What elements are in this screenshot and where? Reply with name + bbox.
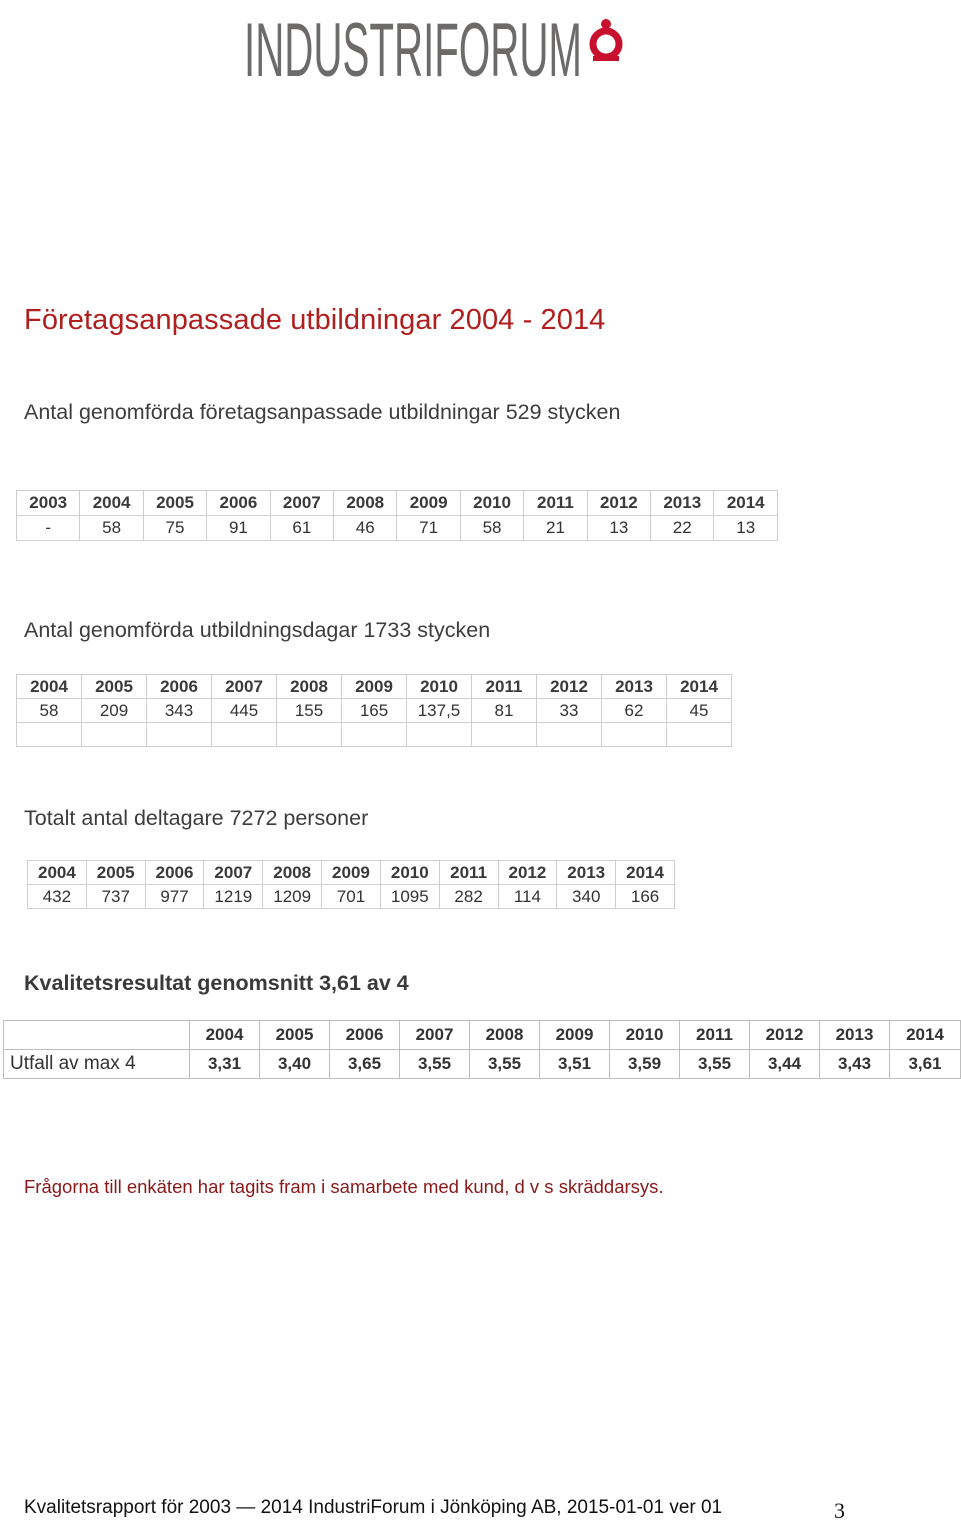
year-cell: 2006 (330, 1021, 400, 1050)
year-cell: 2011 (680, 1021, 750, 1050)
blank-cell (4, 1021, 190, 1050)
year-cell: 2010 (610, 1021, 680, 1050)
table-row (28, 885, 675, 909)
year-cell: 2010 (407, 675, 472, 699)
value-cell: 209 (82, 699, 147, 723)
year-cell: 2011 (472, 675, 537, 699)
value-cell: 3,55 (470, 1050, 540, 1079)
table-row (17, 516, 778, 541)
value-cell: 445 (212, 699, 277, 723)
value-cell: 33 (537, 699, 602, 723)
table-header-row (4, 1021, 961, 1050)
year-cell: 2009 (342, 675, 407, 699)
value-cell: 1219 (204, 885, 263, 909)
year-cell: 2004 (80, 491, 143, 516)
empty-cell (602, 723, 667, 747)
year-cell: 2004 (17, 675, 82, 699)
year-cell: 2009 (540, 1021, 610, 1050)
value-cell: 114 (498, 885, 557, 909)
year-cell: 2013 (651, 491, 714, 516)
year-cell: 2006 (147, 675, 212, 699)
empty-cell (277, 723, 342, 747)
year-cell: 2007 (270, 491, 333, 516)
value-cell: 21 (524, 516, 587, 541)
value-cell: 58 (460, 516, 523, 541)
footer-text: Kvalitetsrapport för 2003 — 2014 IndustriForum i Jönköping AB, 2015-01-01 ver 01 (24, 1497, 723, 1518)
year-cell: 2006 (207, 491, 270, 516)
year-cell: 2003 (17, 491, 80, 516)
logo-ring-icon (593, 31, 619, 57)
days-table (16, 674, 732, 747)
year-cell: 2012 (537, 675, 602, 699)
value-cell: 13 (587, 516, 650, 541)
row-label: Utfall av max 4 (4, 1050, 190, 1079)
section-heading-days: Antal genomförda utbildningsdagar 1733 stycken (24, 618, 491, 642)
logo-dot-icon (601, 19, 611, 29)
value-cell: 282 (439, 885, 498, 909)
courses-table (16, 490, 778, 541)
survey-note: Frågorna till enkäten har tagits fram i samarbete med kund, d v s skräddarsys. (24, 1176, 664, 1197)
table-header-row (17, 491, 778, 516)
value-cell: 46 (334, 516, 397, 541)
empty-cell (407, 723, 472, 747)
year-cell: 2013 (602, 675, 667, 699)
value-cell: 977 (145, 885, 204, 909)
value-cell: 45 (667, 699, 732, 723)
year-cell: 2010 (380, 861, 439, 885)
year-cell: 2005 (86, 861, 145, 885)
participants-table (27, 860, 675, 909)
value-cell: 1209 (263, 885, 322, 909)
empty-cell (667, 723, 732, 747)
value-cell: 71 (397, 516, 460, 541)
value-cell: 343 (147, 699, 212, 723)
value-cell: 701 (322, 885, 381, 909)
value-cell: 91 (207, 516, 270, 541)
value-cell: 3,61 (890, 1050, 961, 1079)
value-cell: 3,44 (750, 1050, 820, 1079)
year-cell: 2008 (334, 491, 397, 516)
page-number: 3 (834, 1498, 845, 1523)
table-row (17, 699, 732, 723)
year-cell: 2008 (470, 1021, 540, 1050)
table-header-row (28, 861, 675, 885)
year-cell: 2007 (212, 675, 277, 699)
year-cell: 2011 (439, 861, 498, 885)
empty-row (17, 723, 732, 747)
year-cell: 2013 (557, 861, 616, 885)
year-cell: 2011 (524, 491, 587, 516)
empty-cell (537, 723, 602, 747)
table-header-row (17, 675, 732, 699)
year-cell: 2008 (277, 675, 342, 699)
industriforum-logo (244, 0, 630, 93)
value-cell: 61 (270, 516, 333, 541)
year-cell: 2005 (82, 675, 147, 699)
year-cell: 2005 (260, 1021, 330, 1050)
value-cell: 137,5 (407, 699, 472, 723)
logo-graphic (244, 0, 630, 93)
empty-cell (82, 723, 147, 747)
section-heading-quality: Kvalitetsresultat genomsnitt 3,61 av 4 (24, 971, 409, 995)
section-heading-courses: Antal genomförda företagsanpassade utbildningar 529 stycken (24, 400, 621, 424)
value-cell: 3,51 (540, 1050, 610, 1079)
value-cell: 3,55 (400, 1050, 470, 1079)
section-heading-participants: Totalt antal deltagare 7272 personer (24, 806, 369, 830)
value-cell: 3,43 (820, 1050, 890, 1079)
value-cell: 58 (80, 516, 143, 541)
value-cell: 3,40 (260, 1050, 330, 1079)
page-title: Företagsanpassade utbildningar 2004 - 2014 (24, 304, 606, 336)
year-cell: 2010 (460, 491, 523, 516)
year-cell: 2005 (143, 491, 206, 516)
value-cell: - (17, 516, 80, 541)
year-cell: 2006 (145, 861, 204, 885)
year-cell: 2012 (750, 1021, 820, 1050)
year-cell: 2009 (322, 861, 381, 885)
year-cell: 2007 (400, 1021, 470, 1050)
empty-cell (212, 723, 277, 747)
value-cell: 22 (651, 516, 714, 541)
value-cell: 340 (557, 885, 616, 909)
year-cell: 2007 (204, 861, 263, 885)
value-cell: 3,59 (610, 1050, 680, 1079)
value-cell: 58 (17, 699, 82, 723)
empty-cell (17, 723, 82, 747)
empty-cell (147, 723, 212, 747)
year-cell: 2014 (616, 861, 675, 885)
value-cell: 165 (342, 699, 407, 723)
value-cell: 3,65 (330, 1050, 400, 1079)
year-cell: 2012 (498, 861, 557, 885)
value-cell: 432 (28, 885, 87, 909)
year-cell: 2013 (820, 1021, 890, 1050)
value-cell: 166 (616, 885, 675, 909)
table-row (4, 1050, 961, 1079)
empty-cell (342, 723, 407, 747)
value-cell: 155 (277, 699, 342, 723)
value-cell: 13 (714, 516, 778, 541)
year-cell: 2014 (667, 675, 732, 699)
value-cell: 737 (86, 885, 145, 909)
year-cell: 2004 (28, 861, 87, 885)
year-cell: 2008 (263, 861, 322, 885)
value-cell: 3,31 (190, 1050, 260, 1079)
svg-text:INDUSTRIFORUM: INDUSTRIFORUM (244, 8, 582, 93)
value-cell: 3,55 (680, 1050, 750, 1079)
year-cell: 2014 (714, 491, 778, 516)
value-cell: 75 (143, 516, 206, 541)
quality-table (3, 1020, 961, 1079)
value-cell: 81 (472, 699, 537, 723)
value-cell: 1095 (380, 885, 439, 909)
year-cell: 2004 (190, 1021, 260, 1050)
value-cell: 62 (602, 699, 667, 723)
year-cell: 2014 (890, 1021, 961, 1050)
empty-cell (472, 723, 537, 747)
year-cell: 2009 (397, 491, 460, 516)
year-cell: 2012 (587, 491, 650, 516)
